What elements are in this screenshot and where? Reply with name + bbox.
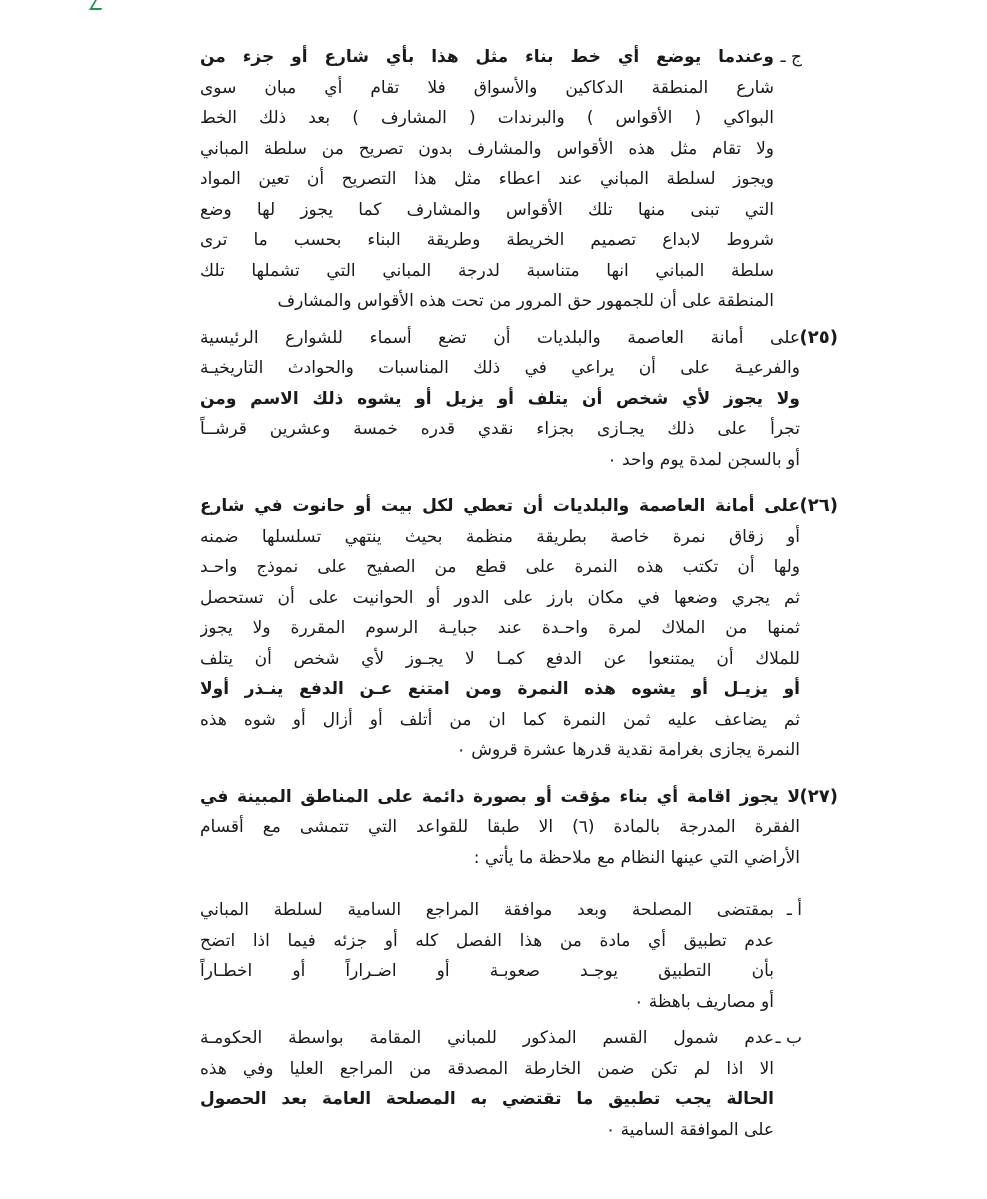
text-line: على الموافقة السامية ٠ bbox=[606, 1119, 774, 1140]
text-line: التي تبنى منها تلك الأقواس والمشارف كما يجوز لها وضع bbox=[200, 199, 774, 220]
text-line: لا يجوز اقامة أي بناء مؤقت أو بصورة دائمة على المناطق المبينة في bbox=[200, 786, 800, 807]
text-line: بمقتضى المصلحة وبعد موافقة المراجع السامية لسلطة المباني bbox=[200, 900, 774, 920]
text-line: أو مصاريف باهظة ٠ bbox=[634, 991, 774, 1012]
clause-marker: ج ـ bbox=[780, 47, 802, 67]
document-body bbox=[200, 42, 838, 1151]
text-line: الا اذا لم تكن ضمن الخارطة المصدقة من المراجع العليا وفي هذه bbox=[200, 1058, 774, 1079]
text-line: شروط لابداع تصميم الخريطة وطريقة البناء بحسب ما ترى bbox=[200, 230, 774, 250]
text-line: على أمانة العاصمة والبلديات أن تضع أسماء للشوارع الرئيسية bbox=[200, 327, 800, 348]
article-number: (٢٦) bbox=[799, 495, 838, 516]
text-line: ثمنها من الملاك لمرة واحـدة عند جبايـة الرسوم المقررة ولا يجوز bbox=[200, 618, 800, 638]
text-line: ويجوز لسلطة المباني عند اعطاء مثل هذا التصريح أن تعين المواد bbox=[200, 169, 774, 189]
text-line: أو بالسجن لمدة يوم واحد ٠ bbox=[607, 449, 800, 470]
article-27 bbox=[200, 782, 838, 874]
text-line: للملاك أن يمتنعوا عن الدفع كمـا لا يجـوز لأي شخص أن يتلف bbox=[200, 648, 800, 669]
text-line: تجرأ على ذلك يجـازى بجزاء نقدي قدره خمسة وعشرين قرشــاً bbox=[200, 419, 800, 439]
clause-marker: أ ـ bbox=[786, 900, 802, 920]
clause-j bbox=[200, 42, 800, 317]
text-line: شارع المنطقة الدكاكين والأسواق فلا تقام أي مبان سوى bbox=[200, 77, 774, 98]
article-26 bbox=[200, 491, 838, 766]
text-line: الحالة يجب تطبيق ما تقتضي به المصلحة العامة بعد الحصول bbox=[200, 1089, 774, 1109]
text-line: ثم يجري وضعها في مكان بارز على الدور أو الحوانيت على أن تستحصل bbox=[200, 587, 800, 608]
text-line: أو زقاق نمرة خاصة بطريقة منظمة بحيث ينتهي تسلسلها ضمنه bbox=[200, 526, 800, 547]
text-line: البواكي ( الأقواس ) والبرندات ( المشارف ) بعد ذلك الخط bbox=[200, 108, 774, 128]
text-line: المنطقة على أن للجمهور حق المرور من تحت هذه الأقواس والمشارف bbox=[277, 291, 774, 311]
text-line: عدم تطبيق أي مادة من هذا الفصل كله أو جزئه فيما اذا اتضح bbox=[200, 930, 774, 951]
article-number: (٢٥) bbox=[799, 326, 838, 348]
clause-b bbox=[200, 1023, 800, 1145]
clause-a bbox=[200, 895, 800, 1017]
text-line: النمرة يجازى بغرامة نقدية قدرها عشرة قروش ٠ bbox=[456, 740, 800, 760]
clause-marker: ب ـ bbox=[775, 1028, 802, 1048]
text-line: سلطة المباني انها متناسبة لدرجة المباني التي تشملها تلك bbox=[200, 260, 774, 281]
text-line: ولا تقام مثل هذه الأقواس والمشارف بدون تصريح من سلطة المباني bbox=[200, 138, 774, 159]
text-line: عدم شمول القسم المذكور للمباني المقامة بواسطة الحكومـة bbox=[200, 1028, 774, 1048]
article-25 bbox=[200, 323, 838, 476]
text-line: والفرعيـة على أن يراعي في ذلك المناسبات والحوادث التاريخيـة bbox=[200, 358, 800, 378]
text-line: الفقرة المدرجة بالمادة (٦) الا طبقا للقواعد التي تتمشى مع أقسام bbox=[200, 817, 800, 837]
text-line: بأن التطبيق يوجـد صعوبـة أو اضـراراً أو اخطـاراً bbox=[200, 961, 774, 981]
text-line: وعندما يوضع أي خط بناء مثل هذا بأي شارع أو جزء من bbox=[200, 47, 774, 67]
text-line: ولها أن تكتب هذه النمرة على قطع من الصفيح على نموذج واحـد bbox=[200, 557, 800, 577]
corner-mark bbox=[89, 0, 107, 10]
text-line: ولا يجوز لأي شخص أن يتلف أو يزيل أو يشوه ذلك الاسم ومن bbox=[200, 388, 800, 409]
text-line: أو يزيـل أو يشوه هذه النمرة ومن امتنع عـن الدفع ينـذر أولا bbox=[200, 679, 800, 699]
text-line: ثم يضاعف عليه ثمن النمرة كما ان من أتلف أو أزال أو شوه هذه bbox=[200, 709, 800, 730]
text-line: الأراضي التي عينها النظام مع ملاحظة ما يأتي : bbox=[473, 847, 800, 868]
text-line: على أمانة العاصمة والبلديات أن تعطي لكل بيت أو حانوت في شارع bbox=[200, 496, 800, 516]
article-number: (٢٧) bbox=[799, 785, 838, 807]
